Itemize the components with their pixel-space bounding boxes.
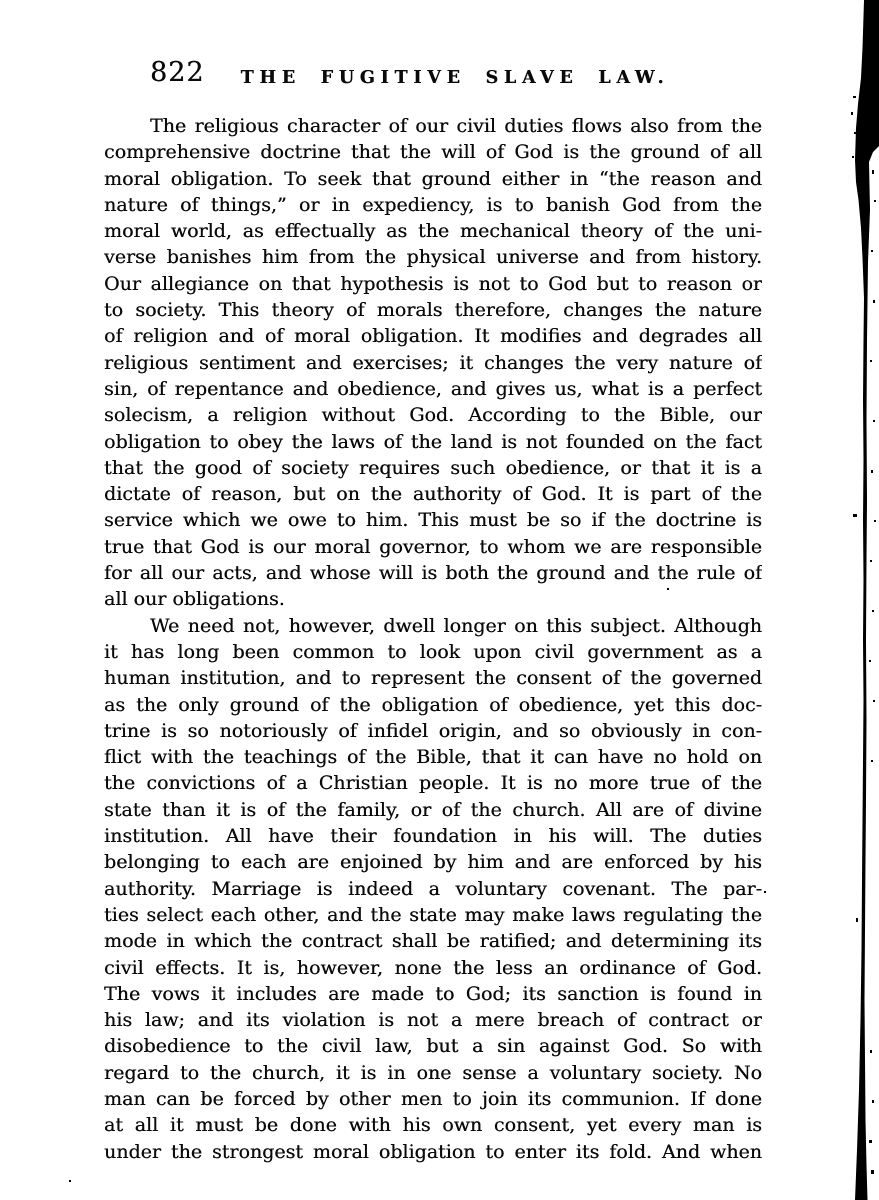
text-line: moral obligation. To seek that ground either in “the reason and [104, 167, 762, 190]
text-line: for all our acts, and whose will is both the ground and the rule of [104, 562, 762, 585]
text-line: it has long been common to look upon civil government as a [104, 640, 762, 663]
text-line: man can be forced by other men to join its communion. If done [104, 1087, 762, 1110]
paragraph [104, 113, 762, 613]
text-line: state than it is of the family, or of the church. All are of divine [104, 798, 762, 821]
text-line: comprehensive doctrine that the will of God is the ground of all [104, 141, 762, 164]
text-line: ties select each other, and the state may make laws regulating the [104, 903, 762, 926]
text-line: authority. Marriage is indeed a voluntary covenant. The par- [104, 877, 762, 900]
text-line: dictate of reason, but on the authority of God. It is part of the [104, 483, 762, 506]
text-line: the convictions of a Christian people. It is no more true of the [104, 772, 762, 795]
text-line: true that God is our moral governor, to whom we are responsible [104, 535, 762, 558]
text-line: at all it must be done with his own consent, yet every man is [104, 1114, 762, 1137]
text-line: The vows it includes are made to God; its sanction is found in [104, 982, 762, 1005]
body-text [104, 113, 762, 1165]
text-line: human institution, and to represent the consent of the governed [104, 667, 762, 690]
page-number: 822 [150, 57, 205, 88]
text-line: as the only ground of the obligation of obedience, yet this doc- [104, 693, 762, 716]
text-line: to society. This theory of morals therefore, changes the nature [104, 299, 762, 322]
text-line: obligation to obey the laws of the land is not founded on the fact [104, 430, 762, 453]
text-line: The religious character of our civil duties flows also from the [150, 115, 762, 137]
text-line: civil effects. It is, however, none the less an ordinance of God. [104, 956, 762, 979]
text-line: verse banishes him from the physical universe and from history. [104, 246, 762, 269]
text-line: flict with the teachings of the Bible, that it can have no hold on [104, 746, 762, 769]
text-line: that the good of society requires such obedience, or that it is a [104, 456, 762, 479]
text-line: disobedience to the civil law, but a sin against God. So with [104, 1035, 762, 1058]
running-header-title: THE FUGITIVE SLAVE LAW. [240, 68, 670, 88]
text-line: sin, of repentance and obedience, and gives us, what is a perfect [104, 377, 762, 400]
text-line: Our allegiance on that hypothesis is not to God but to reason or [104, 272, 762, 295]
text-line: religious sentiment and exercises; it changes the very nature of [104, 351, 762, 374]
text-line: moral world, as effectually as the mechanical theory of the uni- [104, 220, 762, 243]
text-line: service which we owe to him. This must be so if the doctrine is [104, 509, 762, 532]
paragraph [104, 613, 762, 1165]
text-line: all our obligations. [104, 588, 285, 611]
text-line: his law; and its violation is not a mere breach of contract or [104, 1009, 762, 1032]
text-line: solecism, a religion without God. According to the Bible, our [104, 404, 762, 427]
text-line: of religion and of moral obligation. It modifies and degrades all [104, 325, 762, 348]
text-line: belonging to each are enjoined by him and are enforced by his [104, 851, 762, 874]
text-line: institution. All have their foundation in his will. The duties [104, 825, 762, 848]
text-line: mode in which the contract shall be ratified; and determining its [104, 930, 762, 953]
text-line: under the strongest moral obligation to enter its fold. And when [104, 1140, 762, 1163]
text-line: trine is so notoriously of infidel origin, and so obviously in con- [104, 719, 762, 742]
text-line: nature of things,” or in expediency, is to banish God from the [104, 193, 762, 216]
text-line: regard to the church, it is in one sense a voluntary society. No [104, 1061, 762, 1084]
text-line: We need not, however, dwell longer on this subject. Although [150, 614, 762, 637]
